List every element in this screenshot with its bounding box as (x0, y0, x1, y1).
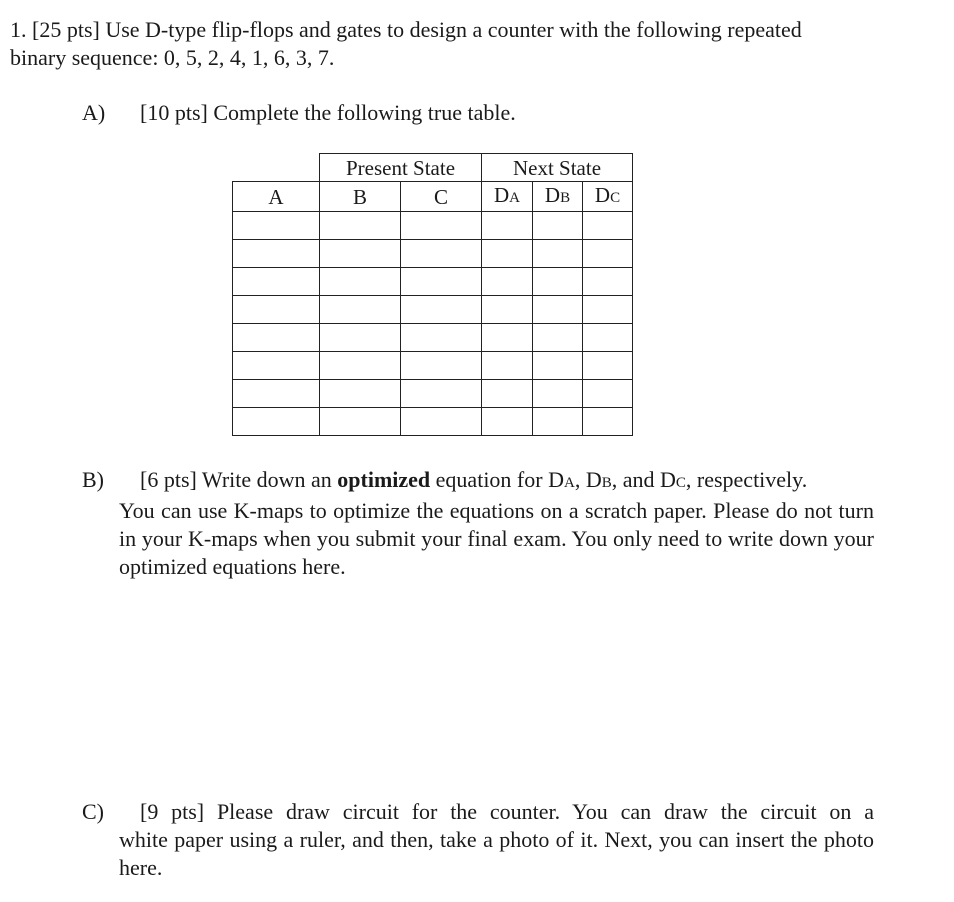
col-header-da: DA (482, 182, 533, 212)
table-row (233, 380, 633, 408)
part-c (82, 798, 874, 882)
table-cell[interactable] (320, 408, 401, 436)
table-cell[interactable] (401, 380, 482, 408)
table-cell[interactable] (482, 352, 533, 380)
table-cell[interactable] (583, 240, 633, 268)
part-a-text: [10 pts] Complete the following true table. (140, 100, 516, 125)
table-cell[interactable] (320, 240, 401, 268)
table-cell[interactable] (482, 212, 533, 240)
table-cell[interactable] (533, 268, 583, 296)
part-b-first-line: B) [6 pts] Write down an optimized equation for DA, DB, and DC, respectively. (82, 467, 808, 492)
table-cell[interactable] (233, 268, 320, 296)
table-cell[interactable] (583, 268, 633, 296)
col-header-a: A (233, 182, 320, 212)
col-header-b: B (320, 182, 401, 212)
part-a (82, 99, 516, 127)
table-cell[interactable] (320, 212, 401, 240)
part-b-label: B) (82, 467, 104, 492)
present-state-header: Present State (320, 154, 482, 182)
part-b-body: You can use K-maps to optimize the equations on a scratch paper. Please do not turn in your K-maps when you submit your final exam. You only need to write down your optimized equations here. (119, 498, 874, 579)
table-row (233, 324, 633, 352)
table-cell[interactable] (482, 380, 533, 408)
table-cell[interactable] (233, 352, 320, 380)
part-b (82, 466, 874, 581)
table-cell[interactable] (482, 240, 533, 268)
header-blank-cell (233, 154, 320, 182)
table-cell[interactable] (401, 212, 482, 240)
truth-table (232, 153, 633, 436)
table-cell[interactable] (233, 324, 320, 352)
table-row (233, 240, 633, 268)
part-c-label: C) (82, 799, 104, 824)
table-cell[interactable] (583, 296, 633, 324)
table-cell[interactable] (233, 212, 320, 240)
col-header-c: C (401, 182, 482, 212)
table-cell[interactable] (583, 212, 633, 240)
table-cell[interactable] (533, 212, 583, 240)
col-header-dc: DC (583, 182, 633, 212)
table-cell[interactable] (583, 408, 633, 436)
table-cell[interactable] (482, 324, 533, 352)
table-cell[interactable] (401, 352, 482, 380)
table-cell[interactable] (533, 296, 583, 324)
table-row (233, 296, 633, 324)
optimized-emphasis: optimized (337, 467, 431, 492)
table-cell[interactable] (401, 240, 482, 268)
table-cell[interactable] (482, 296, 533, 324)
table-cell[interactable] (233, 296, 320, 324)
question-line-2: binary sequence: 0, 5, 2, 4, 1, 6, 3, 7. (10, 45, 335, 70)
question-line-1: 1. [25 pts] Use D-type flip-flops and gates to design a counter with the following repeated (10, 17, 802, 42)
part-a-label: A) (82, 100, 106, 125)
table-cell[interactable] (533, 352, 583, 380)
table-cell[interactable] (533, 408, 583, 436)
table-row (233, 212, 633, 240)
table-row (233, 408, 633, 436)
table-cell[interactable] (233, 408, 320, 436)
col-header-db: DB (533, 182, 583, 212)
table-cell[interactable] (533, 240, 583, 268)
table-cell[interactable] (320, 352, 401, 380)
table-cell[interactable] (583, 324, 633, 352)
table-cell[interactable] (482, 408, 533, 436)
table-cell[interactable] (233, 380, 320, 408)
table-cell[interactable] (401, 296, 482, 324)
part-c-first-line: C) [9 pts] Please draw circuit for the counter. You can draw the circuit on a (82, 799, 874, 824)
next-state-header: Next State (482, 154, 633, 182)
table-cell[interactable] (583, 352, 633, 380)
table-cell[interactable] (233, 240, 320, 268)
table-cell[interactable] (401, 268, 482, 296)
table-cell[interactable] (320, 324, 401, 352)
part-c-body: white paper using a ruler, and then, take a photo of it. Next, you can insert the photo here. (119, 827, 874, 880)
table-cell[interactable] (583, 380, 633, 408)
table-cell[interactable] (482, 268, 533, 296)
table-cell[interactable] (320, 296, 401, 324)
table-cell[interactable] (533, 324, 583, 352)
table-cell[interactable] (401, 324, 482, 352)
table-cell[interactable] (320, 268, 401, 296)
table-row (233, 352, 633, 380)
table-cell[interactable] (533, 380, 583, 408)
table-cell[interactable] (401, 408, 482, 436)
table-cell[interactable] (320, 380, 401, 408)
table-row (233, 268, 633, 296)
